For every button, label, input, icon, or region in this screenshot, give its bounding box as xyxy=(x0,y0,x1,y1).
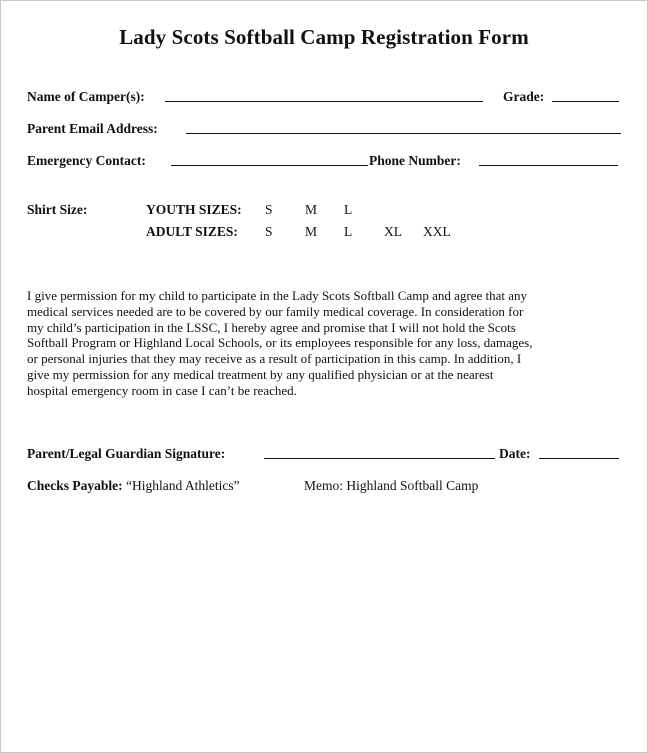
youth-sizes-label: YOUTH SIZES: xyxy=(146,202,242,217)
camper-name-field[interactable] xyxy=(165,101,483,102)
permission-paragraph xyxy=(27,288,619,399)
adult-size-xxl[interactable]: XXL xyxy=(423,224,451,239)
permission-line: medical services needed are to be covered by our family medical coverage. In consideration for xyxy=(27,303,524,319)
form-title: Lady Scots Softball Camp Registration Form xyxy=(119,25,529,49)
youth-size-s[interactable]: S xyxy=(265,202,273,217)
youth-size-l[interactable]: L xyxy=(344,202,353,217)
grade-label: Grade: xyxy=(503,89,545,104)
adult-size-xl[interactable]: XL xyxy=(384,224,402,239)
adult-sizes-label: ADULT SIZES: xyxy=(146,224,238,239)
parent-email-label: Parent Email Address: xyxy=(27,121,158,136)
signature-field[interactable] xyxy=(264,458,495,459)
shirt-size-label: Shirt Size: xyxy=(27,202,88,217)
adult-size-m[interactable]: M xyxy=(305,224,318,239)
date-field[interactable] xyxy=(539,458,619,459)
permission-line: give my permission for any medical treatment by any qualified physician or at the nearest xyxy=(27,366,494,382)
checks-payable-value: “Highland Athletics” xyxy=(126,478,240,493)
permission-line: Softball Program or Highland Local Schools, or its employees responsible for any loss, damages, xyxy=(27,335,533,351)
camper-name-label: Name of Camper(s): xyxy=(27,89,145,104)
permission-line: I give permission for my child to participate in the Lady Scots Softball Camp and agree that any xyxy=(27,288,528,303)
permission-line: or personal injuries that they may receive as a result of participation in this camp. In addition, I xyxy=(27,351,522,367)
emergency-contact-label: Emergency Contact: xyxy=(27,153,146,168)
checks-payable-label: Checks Payable: xyxy=(27,478,123,493)
phone-number-label: Phone Number: xyxy=(369,153,461,168)
youth-size-m[interactable]: M xyxy=(305,202,318,217)
grade-field[interactable] xyxy=(552,101,619,102)
signature-label: Parent/Legal Guardian Signature: xyxy=(27,446,226,461)
permission-line: my child’s participation in the LSSC, I hereby agree and promise that I will not hold the Scots xyxy=(27,319,516,335)
permission-line: hospital emergency room in case I can’t be reached. xyxy=(27,382,297,398)
adult-size-s[interactable]: S xyxy=(265,224,273,239)
parent-email-field[interactable] xyxy=(186,133,621,134)
checks-payable xyxy=(27,478,240,494)
date-label: Date: xyxy=(499,446,531,461)
adult-size-l[interactable]: L xyxy=(344,224,353,239)
memo-text: Memo: Highland Softball Camp xyxy=(304,478,479,493)
emergency-contact-field[interactable] xyxy=(171,165,368,166)
phone-number-field[interactable] xyxy=(479,165,618,166)
